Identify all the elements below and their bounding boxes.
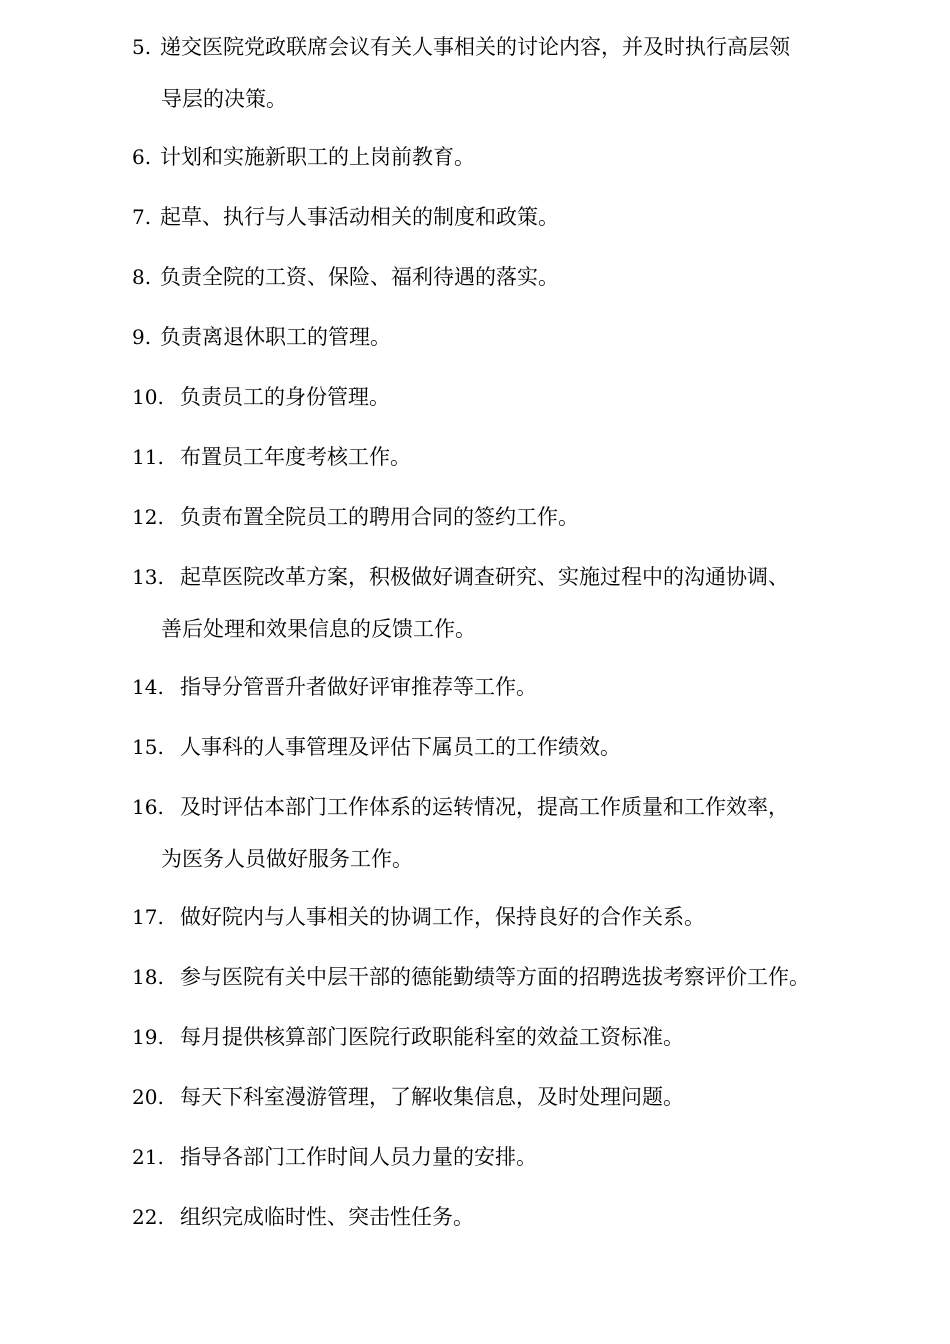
item-text: 起草、执行与人事活动相关的制度和政策。: [160, 205, 559, 229]
item-number: 16.: [132, 795, 164, 819]
item-text: 负责布置全院员工的聘用合同的签约工作。: [180, 505, 579, 529]
item-text: 指导各部门工作时间人员力量的安排。: [180, 1145, 537, 1169]
list-item: [132, 203, 852, 231]
item-number: 12.: [132, 505, 164, 529]
list-item: [132, 733, 852, 761]
item-number: 5.: [132, 35, 152, 59]
item-text: 参与医院有关中层干部的德能勤绩等方面的招聘选拔考察评价工作。: [180, 965, 810, 989]
item-number: 8.: [132, 265, 152, 289]
item-text: 计划和实施新职工的上岗前教育。: [160, 145, 475, 169]
item-text: 做好院内与人事相关的协调工作，保持良好的合作关系。: [180, 905, 705, 929]
list-item: [132, 1083, 852, 1111]
item-text: 布置员工年度考核工作。: [180, 445, 411, 469]
item-number: 17.: [132, 905, 164, 929]
item-text: 每月提供核算部门医院行政职能科室的效益工资标准。: [180, 1025, 684, 1049]
item-number: 9.: [132, 325, 152, 349]
item-number: 21.: [132, 1145, 164, 1169]
list-item-continuation: 导层的决策。: [161, 87, 287, 111]
list-item: [132, 263, 852, 291]
item-text: 人事科的人事管理及评估下属员工的工作绩效。: [180, 735, 621, 759]
item-text: 递交医院党政联席会议有关人事相关的讨论内容，并及时执行高层领: [160, 35, 790, 59]
list-item: [132, 383, 852, 411]
item-number: 14.: [132, 675, 164, 699]
item-number: 19.: [132, 1025, 164, 1049]
item-text: 负责员工的身份管理。: [180, 385, 390, 409]
item-text: 负责离退休职工的管理。: [160, 325, 391, 349]
list-item-continuation: 为医务人员做好服务工作。: [161, 847, 413, 871]
item-text: 指导分管晋升者做好评审推荐等工作。: [180, 675, 537, 699]
item-number: 15.: [132, 735, 164, 759]
item-text: 每天下科室漫游管理，了解收集信息，及时处理问题。: [180, 1085, 684, 1109]
item-number: 13.: [132, 565, 164, 589]
list-item: [132, 963, 852, 991]
list-item: [132, 323, 852, 351]
list-item: [132, 1203, 852, 1231]
list-item: [132, 793, 852, 821]
item-text: 负责全院的工资、保险、福利待遇的落实。: [160, 265, 559, 289]
list-item: [132, 1023, 852, 1051]
item-number: 18.: [132, 965, 164, 989]
item-number: 20.: [132, 1085, 164, 1109]
list-item: [132, 33, 852, 61]
list-item: [132, 143, 852, 171]
list-item: [132, 1143, 852, 1171]
list-item: [132, 903, 852, 931]
item-text: 及时评估本部门工作体系的运转情况，提高工作质量和工作效率，: [180, 795, 789, 819]
list-item: [132, 563, 852, 591]
item-text: 组织完成临时性、突击性任务。: [180, 1205, 474, 1229]
list-item: [132, 443, 852, 471]
item-number: 6.: [132, 145, 152, 169]
item-number: 11.: [132, 445, 164, 469]
item-number: 22.: [132, 1205, 164, 1229]
item-number: 7.: [132, 205, 152, 229]
item-text: 起草医院改革方案，积极做好调查研究、实施过程中的沟通协调、: [180, 565, 789, 589]
list-item: [132, 673, 852, 701]
item-number: 10.: [132, 385, 164, 409]
list-item-continuation: 善后处理和效果信息的反馈工作。: [161, 617, 476, 641]
list-item: [132, 503, 852, 531]
